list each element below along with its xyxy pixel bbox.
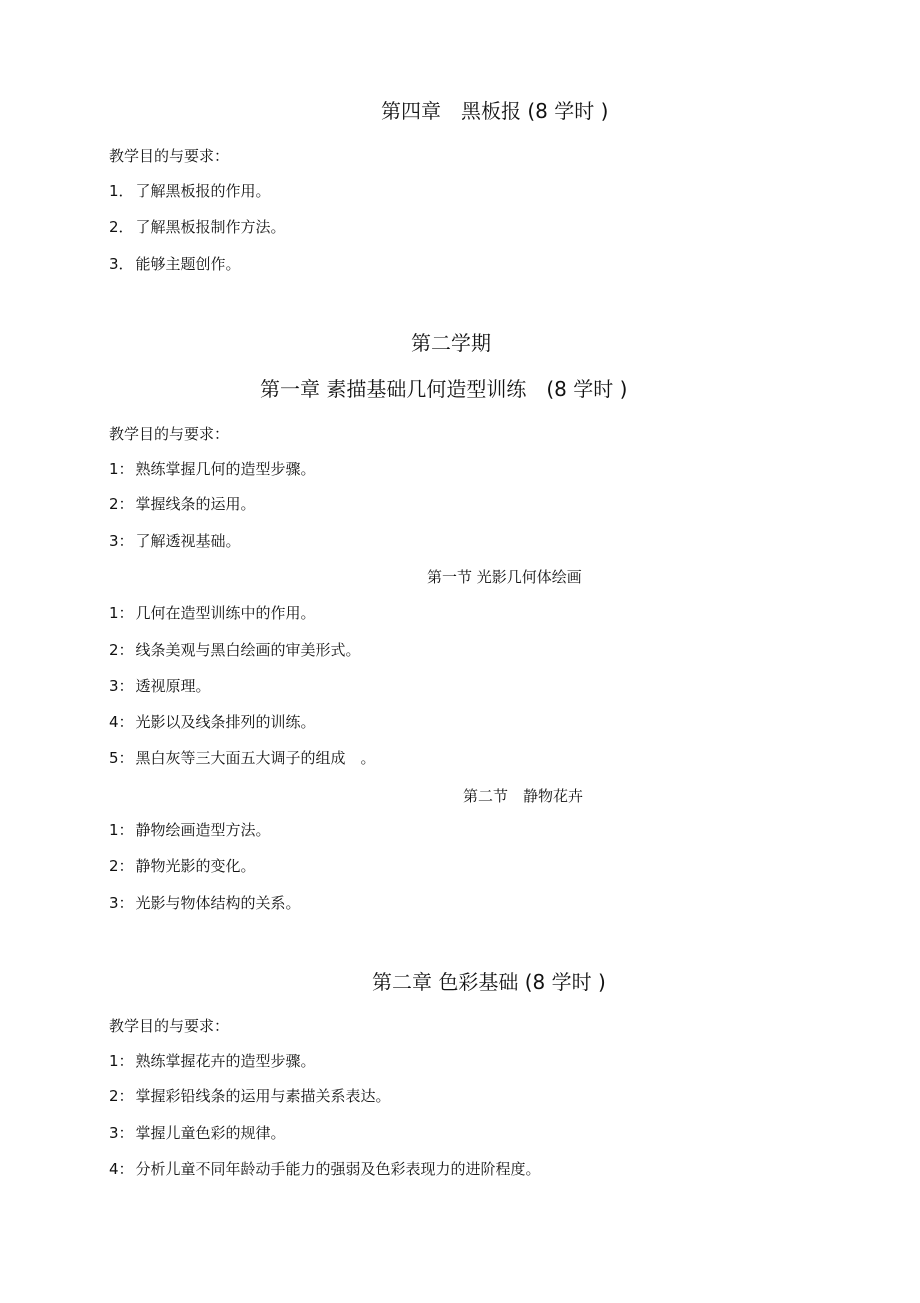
section-2-item-1: 1： 静物绘画造型方法。 [109,821,271,839]
chapter-2-item-3: 3： 掌握儿童色彩的规律。 [109,1124,286,1142]
chapter-4-title: 第四章 黑板报 (8 学时 ) [381,99,609,123]
chapter-2-item-4: 4： 分析儿童不同年龄动手能力的强弱及色彩表现力的进阶程度。 [109,1160,541,1178]
section-2-item-2: 2： 静物光影的变化。 [109,857,256,875]
section-1-item-4: 4： 光影以及线条排列的训练。 [109,713,316,731]
chapter-4-item-3: 3． 能够主题创作。 [109,255,241,273]
section-1-title: 第一节 光影几何体绘画 [427,568,582,586]
chapter-4-item-1: 1． 了解黑板报的作用。 [109,182,271,200]
chapter-4-goal: 教学目的与要求： [109,147,230,165]
chapter-1-item-3: 3： 了解透视基础。 [109,532,241,550]
section-1-item-5: 5： 黑白灰等三大面五大调子的组成 。 [109,749,376,767]
chapter-1-title: 第一章 素描基础几何造型训练 (8 学时 ) [260,377,628,401]
chapter-2-item-2: 2： 掌握彩铅线条的运用与素描关系表达。 [109,1087,391,1105]
chapter-2-item-1: 1： 熟练掌握花卉的造型步骤。 [109,1052,316,1070]
section-1-item-2: 2： 线条美观与黑白绘画的审美形式。 [109,641,361,659]
chapter-2-title: 第二章 色彩基础 (8 学时 ) [372,970,606,994]
section-2-title: 第二节 静物花卉 [463,787,584,805]
chapter-2-goal: 教学目的与要求： [109,1017,230,1035]
chapter-4-item-2: 2． 了解黑板报制作方法。 [109,218,286,236]
section-1-item-3: 3： 透视原理。 [109,677,211,695]
section-2-item-3: 3： 光影与物体结构的关系。 [109,894,301,912]
term-2-title: 第二学期 [411,331,491,355]
section-1-item-1: 1： 几何在造型训练中的作用。 [109,604,316,622]
chapter-1-item-2: 2： 掌握线条的运用。 [109,495,256,513]
chapter-1-item-1: 1： 熟练掌握几何的造型步骤。 [109,460,316,478]
chapter-1-goal: 教学目的与要求： [109,425,230,443]
